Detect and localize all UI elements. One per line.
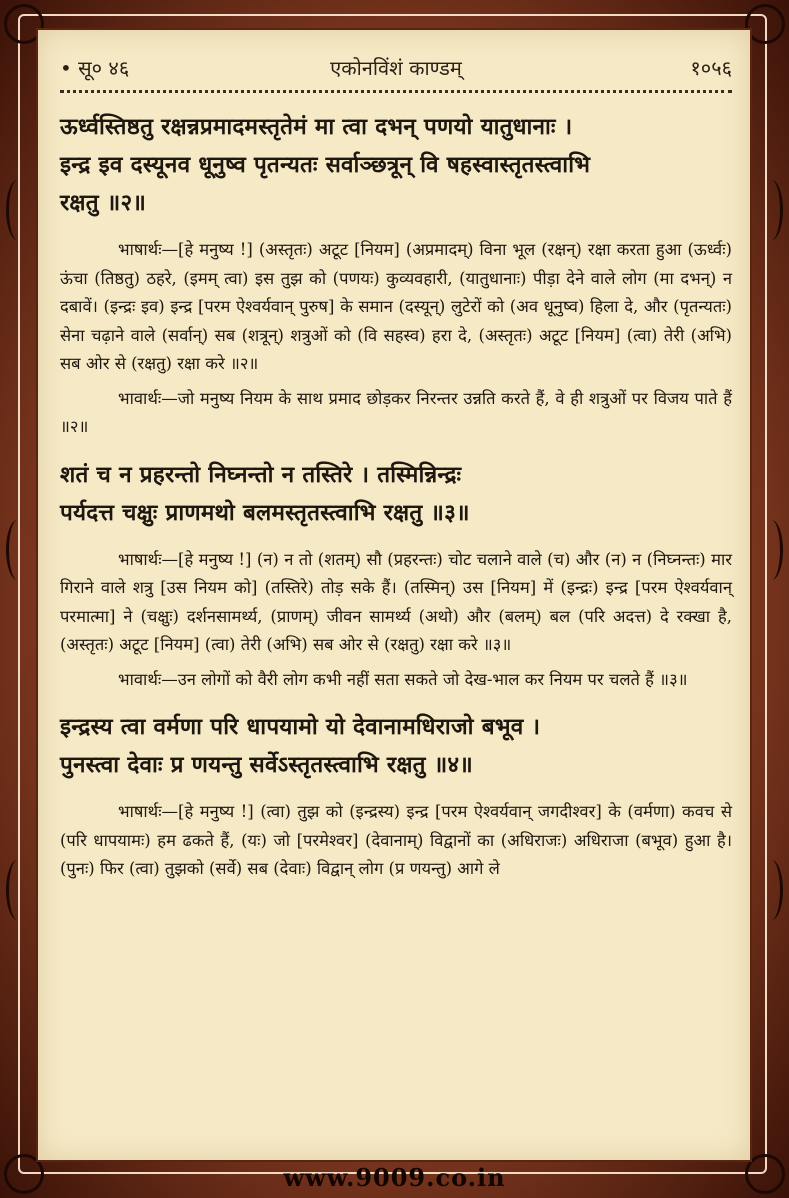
page-number: १०५६ bbox=[690, 56, 732, 80]
mantra-3-line-2: पर्यदत्त चक्षुः प्राणमथो बलमस्तृतस्त्वाभि रक्षतु ॥३॥ bbox=[60, 499, 470, 526]
section-number: • सू० ४६ bbox=[60, 56, 130, 80]
side-ornament-icon bbox=[6, 520, 29, 580]
mantra-2-line-1: ऊर्ध्वस्तिष्ठतु रक्षन्नप्रमादमस्तृतेमं मा त्वा दभन् पणयो यातुधानाः । bbox=[60, 114, 573, 140]
mantra-4-line-1: इन्द्रस्य त्वा वर्मणा परि धापयामो यो देवानामधिराजो बभूव । bbox=[60, 714, 541, 740]
side-ornament-icon bbox=[6, 860, 29, 920]
mantra-4-line-2: पुनस्त्वा देवाः प्र णयन्तु सर्वेऽस्तृतस्त्वाभि रक्षतु ॥४॥ bbox=[60, 752, 473, 778]
mantra-2-line-3: रक्षतु ॥२॥ bbox=[60, 190, 147, 216]
mantra-2-line-2: इन्द्र इव दस्यूनव धूनुष्व पृतन्यतः सर्वाञ्छत्रून् वि षहस्वास्तृतस्त्वाभि bbox=[60, 152, 591, 178]
book-page bbox=[38, 30, 750, 1160]
header-divider bbox=[60, 90, 732, 93]
website-footer: www.9009.co.in bbox=[283, 1163, 506, 1192]
corner-ornament-icon bbox=[745, 4, 785, 44]
book-title: एकोनविंशं काण्डम् bbox=[330, 56, 462, 80]
side-ornament-icon bbox=[760, 520, 783, 580]
bhashartha-3: भाषार्थः—[हे मनुष्य !] (न) न तो (शतम्) सौ (प्रहरन्तः) चोट चलाने वाले (च) और (न) न (निघ्नन्तः) मार गिराने वाले शत्रु [उस नियम को] (तस्तिरे) तोड़ सके हैं। (तस्मिन्) उस [नियम] में (इन्द्रः) इन्द्र [परम ऐश्वर्यवान् परमात्मा] ने (चक्षुः) दर्शनसामर्थ्य, (प्राणम्) जीवन सामर्थ्य (अथो) और (बलम्) बल (परि अदत्त) दे रक्खा है, (अस्तृतः) अटूट [नियम] (त्वा) तेरी (अभि) सब ओर से (रक्षतु) रक्षा करे ॥३॥ bbox=[60, 549, 732, 654]
side-ornament-icon bbox=[760, 180, 783, 240]
side-ornament-icon bbox=[6, 180, 29, 240]
page-content bbox=[60, 108, 732, 890]
bhashartha-2: भाषार्थः—[हे मनुष्य !] (अस्तृतः) अटूट [नियम] (अप्रमादम्) विना भूल (रक्षन्) रक्षा करता हुआ (ऊर्ध्वः) ऊंचा (तिष्ठतु) ठहरे, (इमम् त्वा) इस तुझ को (पणयः) कुव्यवहारी, (यातुधानाः) पीड़ा देने वाले लोग (मा दभन्) न दबावें। (इन्द्रः इव) इन्द्र [परम ऐश्वर्यवान् पुरुष] के समान (दस्यून्) लुटेरों को (अव धूनुष्व) हिला दे, और (पृतन्यतः) सेना चढ़ाने वाले (सर्वान्) सब (शत्रून्) शत्रुओं को (वि सहस्व) हरा दे, (अस्तृतः) अटूट [नियम] (त्वा) तेरी (अभि) सब ओर से (रक्षतु) रक्षा करे ॥२॥ bbox=[60, 240, 732, 373]
bhavartha-2: भावार्थः—जो मनुष्य नियम के साथ प्रमाद छोड़कर निरन्तर उन्नति करते हैं, वे ही शत्रुओं पर विजय पाते हैं ॥२॥ bbox=[60, 388, 732, 436]
side-ornament-icon bbox=[760, 860, 783, 920]
page-header bbox=[60, 54, 732, 84]
bhavartha-3: भावार्थः—उन लोगों को वैरी लोग कभी नहीं सता सकते जो देख-भाल कर नियम पर चलते हैं ॥३॥ bbox=[118, 669, 688, 689]
bhashartha-4: भाषार्थः—[हे मनुष्य !] (त्वा) तुझ को (इन्द्रस्य) इन्द्र [परम ऐश्वर्यवान् जगदीश्वर] के (वर्मणा) कवच से (परि धापयामः) हम ढकते हैं, (यः) जो [परमेश्वर] (देवानाम्) विद्वानों का (अधिराजः) अधिराजा (बभूव) हुआ है। (पुनः) फिर (त्वा) तुझको (सर्वे) सब (देवाः) विद्वान् लोग (प्र णयन्तु) आगे ले bbox=[60, 802, 732, 878]
mantra-3-line-1: शतं च न प्रहरन्तो निघ्नन्तो न तस्तिरे । तस्मिन्निन्द्रः bbox=[60, 461, 462, 488]
